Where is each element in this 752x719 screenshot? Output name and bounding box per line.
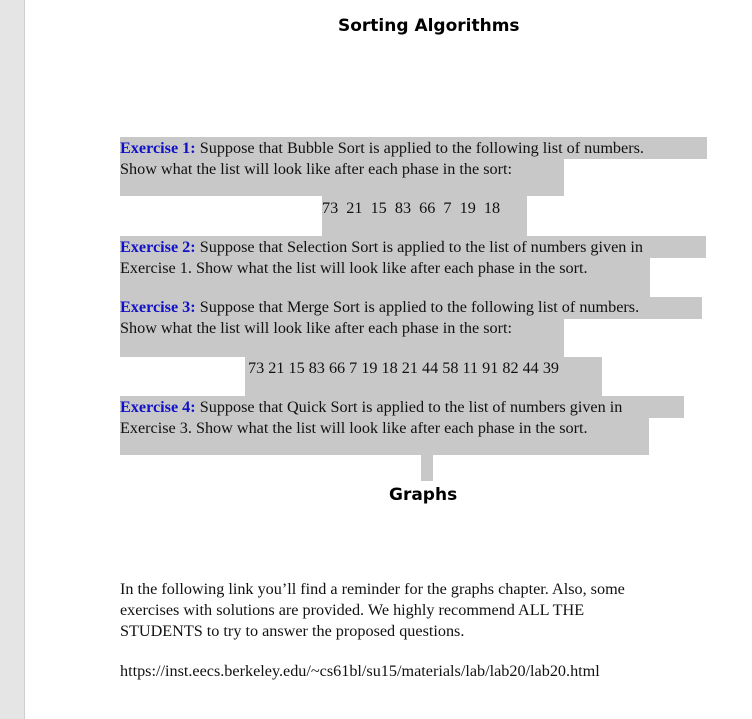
exercise-3-number-list: 73 21 15 83 66 7 19 18 21 44 58 11 91 82 44 39 <box>248 359 560 377</box>
exercise-2-text: Suppose that Selection Sort is applied to the list of numbers given in <box>195 238 644 256</box>
highlight-block <box>421 455 433 481</box>
graphs-lab-link[interactable]: https://inst.eecs.berkeley.edu/~cs61bl/su15/materials/lab/lab20/lab20.html <box>120 662 600 680</box>
exercise-4-line-2: Exercise 3. Show what the list will look like after each phase in the sort. <box>120 419 588 437</box>
graphs-paragraph-line-3: STUDENTS to try to answer the proposed questions. <box>120 622 465 640</box>
exercise-1-text: Suppose that Bubble Sort is applied to the following list of numbers. <box>195 139 644 157</box>
exercise-4-line-1 <box>120 397 622 418</box>
left-margin-gutter <box>0 0 25 719</box>
exercise-1-number-list: 73 21 15 83 66 7 19 18 <box>322 199 501 217</box>
exercise-2-label: Exercise 2: <box>120 238 196 256</box>
exercise-1-line-1 <box>120 138 644 159</box>
graphs-paragraph-line-2: exercises with solutions are provided. We highly recommend ALL THE <box>120 601 585 619</box>
exercise-3-line-2: Show what the list will look like after each phase in the sort: <box>120 319 513 337</box>
exercise-2-line-1 <box>120 237 643 258</box>
graphs-paragraph-line-1: In the following link you’ll find a reminder for the graphs chapter. Also, some <box>120 580 625 598</box>
exercise-3-text: Suppose that Merge Sort is applied to the following list of numbers. <box>195 298 640 316</box>
section-title-graphs: Graphs <box>389 485 458 505</box>
exercise-4-label: Exercise 4: <box>120 398 196 416</box>
exercise-3-line-1 <box>120 297 639 318</box>
exercise-4-text: Suppose that Quick Sort is applied to the list of numbers given in <box>195 398 623 416</box>
exercise-3-label: Exercise 3: <box>120 298 196 316</box>
exercise-2-line-2: Exercise 1. Show what the list will look like after each phase in the sort. <box>120 259 588 277</box>
exercise-1-label: Exercise 1: <box>120 139 196 157</box>
section-title-sorting: Sorting Algorithms <box>338 16 520 36</box>
exercise-1-line-2: Show what the list will look like after each phase in the sort: <box>120 160 513 178</box>
